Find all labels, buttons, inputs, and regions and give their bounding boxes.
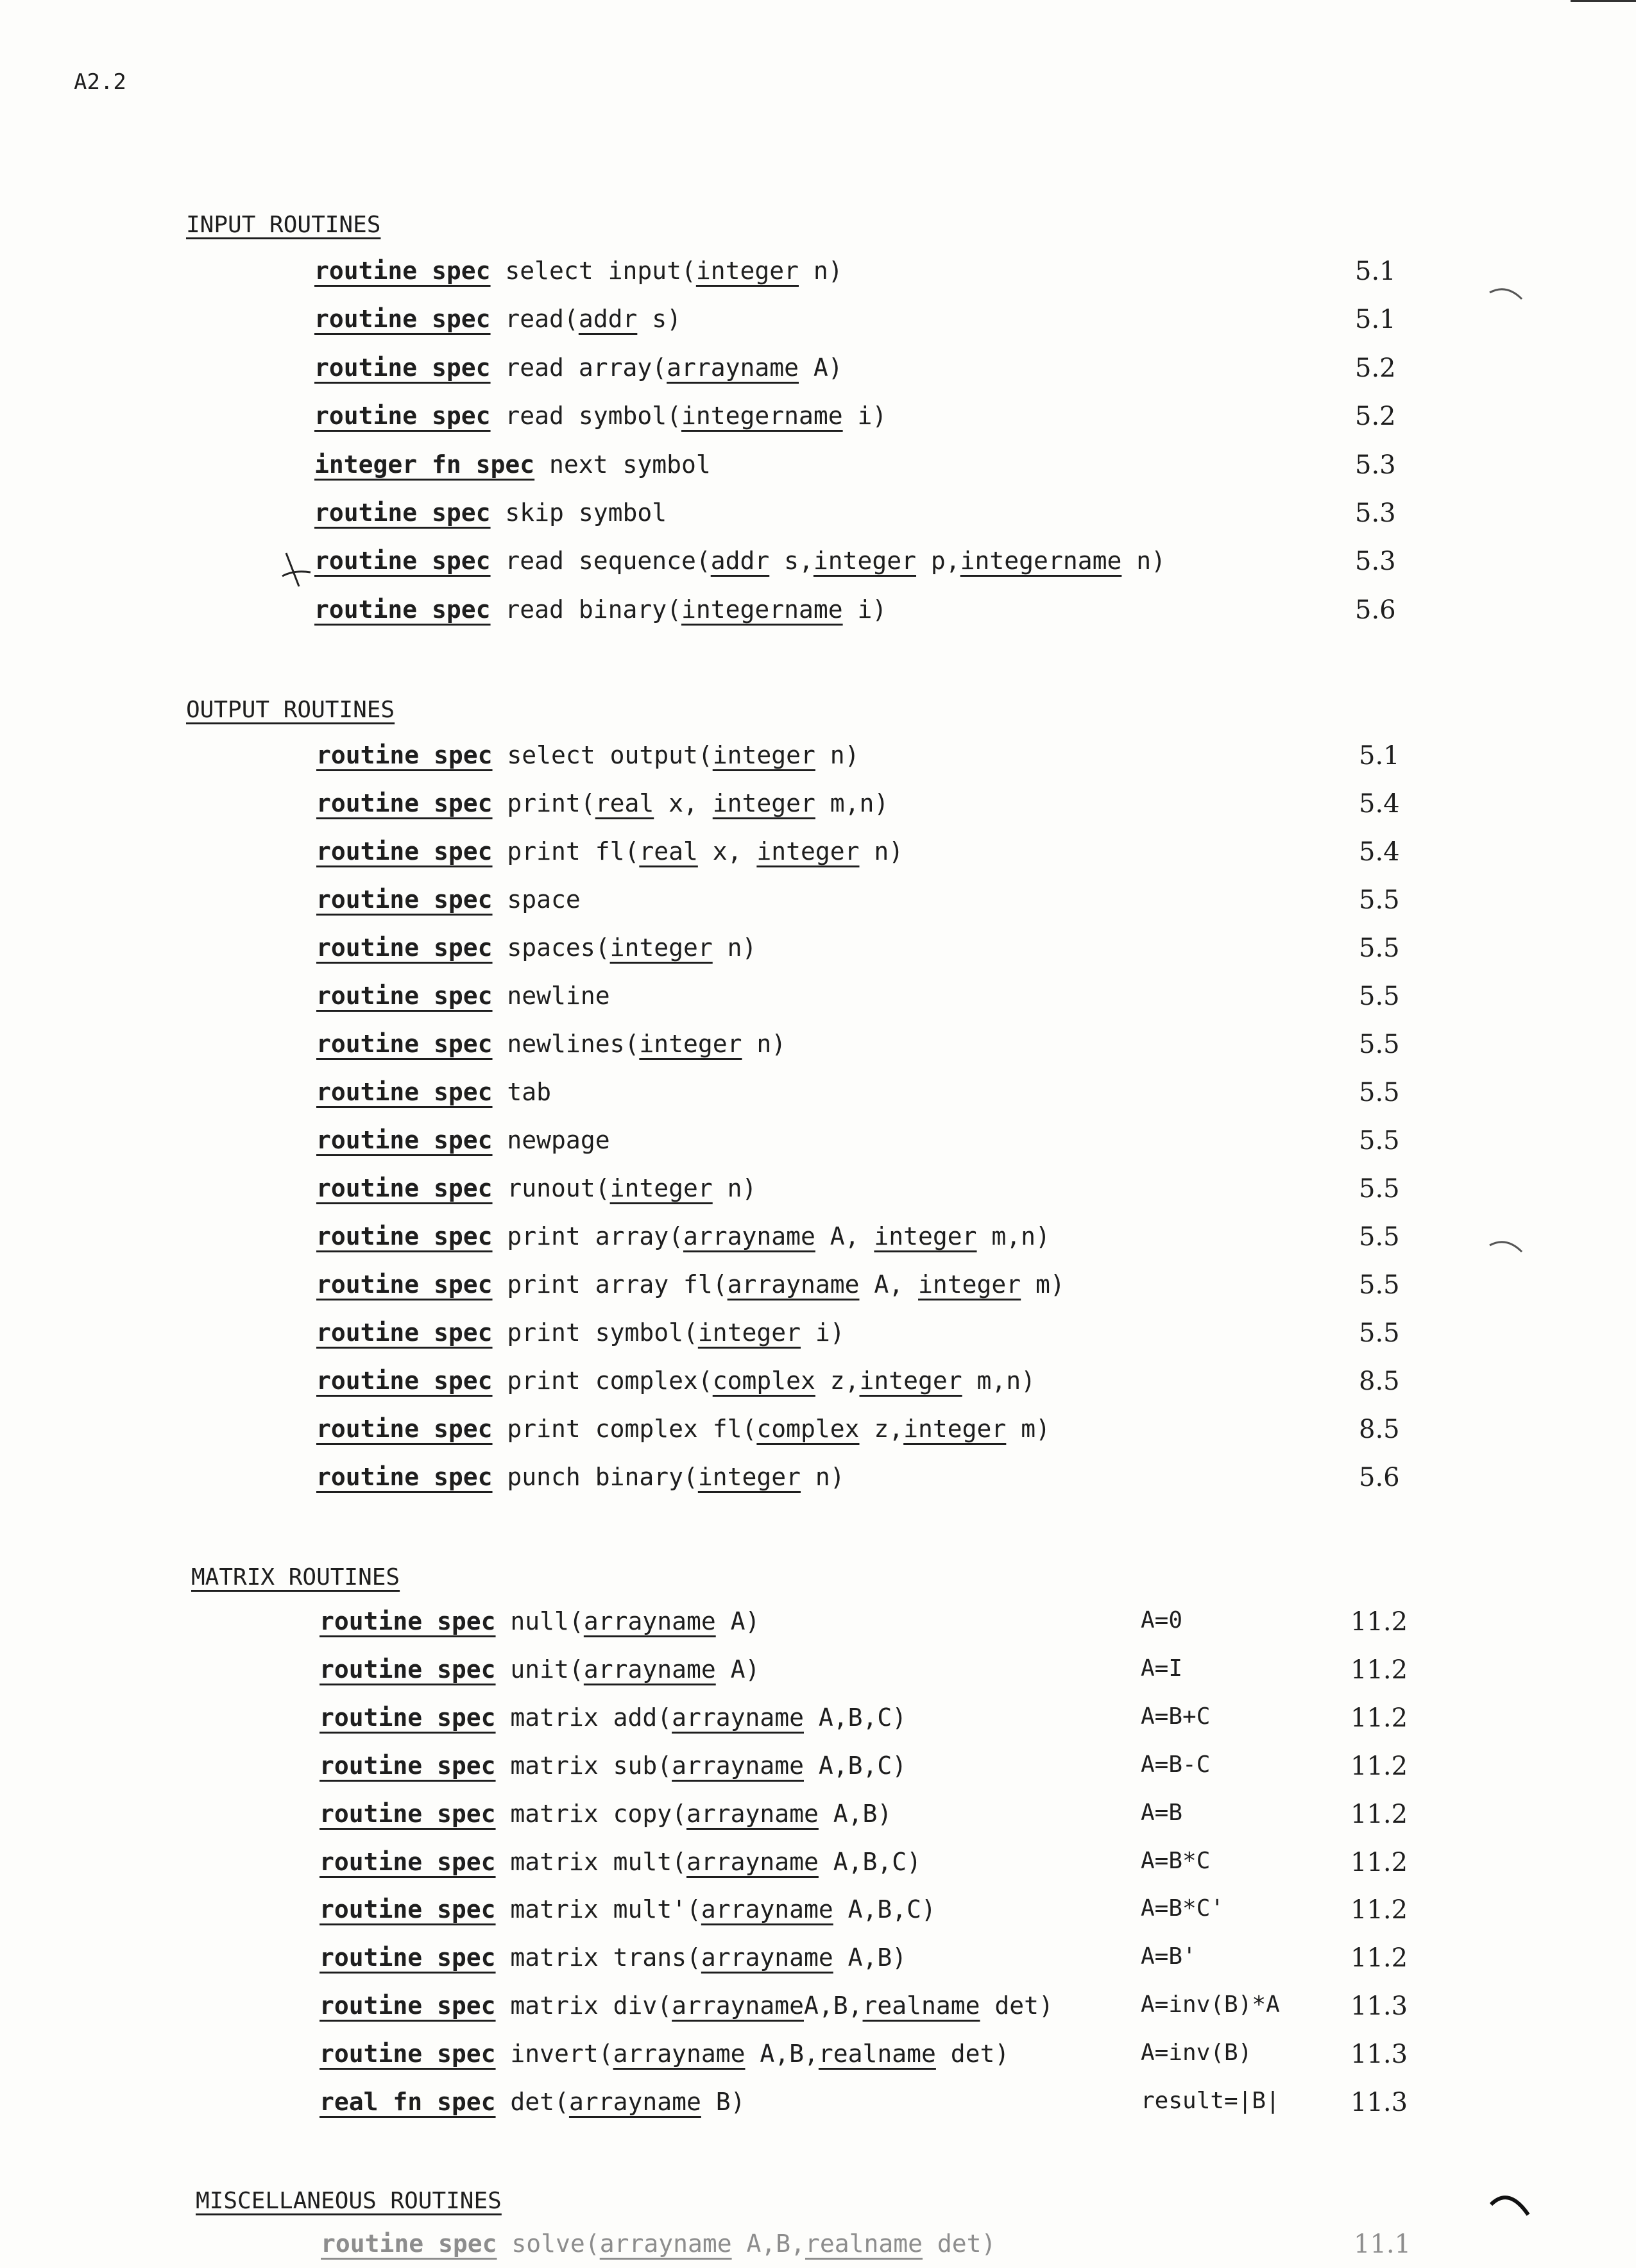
type-name: arrayname <box>701 1895 833 1923</box>
type-name: arrayname <box>599 2230 732 2258</box>
equation: A=I <box>1141 1655 1183 1682</box>
type-name: integer <box>918 1270 1021 1299</box>
signature-text: read binary( <box>490 595 681 624</box>
signature-text: matrix sub( <box>495 1752 672 1780</box>
keyword: routine spec <box>314 305 491 333</box>
routine-signature <box>316 1415 1050 1443</box>
section-reference: 11.2 <box>1351 1655 1408 1685</box>
type-name: integer <box>639 1030 742 1058</box>
type-name: arrayname <box>672 1991 804 2020</box>
type-name: integer <box>695 257 799 285</box>
keyword: routine spec <box>320 1800 496 1828</box>
keyword: routine spec <box>316 885 493 914</box>
equation: A=B*C <box>1141 1848 1211 1874</box>
routine-signature <box>320 2088 745 2116</box>
section-reference: 11.3 <box>1351 2040 1408 2069</box>
type-name: integername <box>960 547 1122 575</box>
signature-text: det) <box>980 1991 1053 2020</box>
keyword: routine spec <box>314 402 491 430</box>
signature-text: read array( <box>490 354 667 382</box>
section-reference: 11.3 <box>1351 1991 1408 2021</box>
keyword: routine spec <box>320 1752 496 1780</box>
type-name: arrayname <box>686 1848 819 1876</box>
signature-text: runout( <box>492 1174 610 1202</box>
keyword: routine spec <box>316 1078 493 1106</box>
keyword: routine spec <box>320 1607 496 1635</box>
section-reference: 5.5 <box>1359 982 1400 1011</box>
routine-signature <box>320 1848 921 1876</box>
type-name: integername <box>681 595 843 624</box>
keyword: routine spec <box>321 2230 497 2258</box>
signature-text: newline <box>492 982 610 1010</box>
signature-text: A, <box>815 1222 874 1250</box>
signature-text: matrix trans( <box>495 1943 701 1972</box>
page-label: A2.2 <box>74 69 126 95</box>
signature-text: n) <box>815 741 860 769</box>
routine-signature <box>320 1991 1053 2020</box>
signature-text: m,n) <box>962 1367 1036 1395</box>
signature-text: n) <box>712 1174 757 1202</box>
signature-text: i) <box>842 595 887 624</box>
routine-signature <box>316 982 610 1010</box>
section-reference: 5.5 <box>1359 934 1400 963</box>
keyword: routine spec <box>314 547 491 575</box>
keyword: routine spec <box>314 595 491 624</box>
type-name: realname <box>805 2230 923 2258</box>
signature-text: A,B,C) <box>818 1848 922 1876</box>
routine-signature <box>316 1030 786 1058</box>
section-reference: 5.2 <box>1355 354 1396 383</box>
signature-text: print symbol( <box>492 1318 698 1347</box>
signature-text: A,B,C) <box>804 1703 907 1732</box>
section-reference: 11.1 <box>1354 2230 1411 2259</box>
type-name: integer <box>712 741 815 769</box>
type-name: integer <box>874 1222 977 1250</box>
routine-signature <box>316 837 903 865</box>
signature-text: print array( <box>492 1222 683 1250</box>
type-name: realname <box>862 1991 980 2020</box>
keyword: routine spec <box>320 1848 496 1876</box>
keyword: routine spec <box>316 1030 493 1058</box>
routine-signature <box>314 305 681 333</box>
section-reference: 5.5 <box>1359 1030 1400 1059</box>
section-reference: 8.5 <box>1359 1415 1400 1444</box>
routine-signature <box>316 1174 756 1202</box>
type-name: arrayname <box>672 1703 804 1732</box>
routine-signature <box>314 354 843 382</box>
section-reference: 11.3 <box>1351 2088 1408 2117</box>
signature-text: z, <box>859 1415 904 1443</box>
type-name: arrayname <box>583 1607 716 1635</box>
signature-text: next symbol <box>534 450 711 479</box>
section-reference: 5.3 <box>1355 547 1396 576</box>
signature-text: newlines( <box>492 1030 640 1058</box>
routine-signature <box>316 1126 610 1154</box>
routine-signature <box>320 1752 907 1780</box>
section-reference: 5.5 <box>1359 1174 1400 1204</box>
equation: A=0 <box>1141 1607 1183 1633</box>
signature-text: select input( <box>490 257 696 285</box>
section-reference: 5.6 <box>1359 1463 1400 1492</box>
signature-text: A,B,C) <box>833 1895 936 1923</box>
routine-signature <box>316 741 860 769</box>
type-name: arrayname <box>613 2040 746 2068</box>
signature-text: A) <box>715 1607 760 1635</box>
routine-signature <box>320 1895 936 1923</box>
routine-signature <box>316 1318 845 1347</box>
routine-signature <box>314 450 711 479</box>
signature-text: i) <box>801 1318 845 1347</box>
equation: A=inv(B)*A <box>1141 1991 1280 2018</box>
signature-text: read symbol( <box>490 402 681 430</box>
type-name: integer <box>697 1318 801 1347</box>
keyword: routine spec <box>316 1222 493 1250</box>
signature-text: read sequence( <box>490 547 711 575</box>
section-reference: 5.5 <box>1359 1270 1400 1300</box>
keyword: routine spec <box>320 1703 496 1732</box>
type-name: integer <box>903 1415 1007 1443</box>
signature-text: m,n) <box>976 1222 1050 1250</box>
signature-text: print complex fl( <box>492 1415 757 1443</box>
type-name: arrayname <box>583 1655 716 1684</box>
routine-signature <box>316 885 581 914</box>
equation: A=inv(B) <box>1141 2040 1252 2066</box>
equation: A=B' <box>1141 1943 1197 1970</box>
signature-text: det) <box>935 2040 1010 2068</box>
section-reference: 5.6 <box>1355 595 1396 625</box>
routine-signature <box>320 1607 760 1635</box>
signature-text: n) <box>712 934 757 962</box>
routine-signature <box>314 595 887 624</box>
signature-text: spaces( <box>492 934 610 962</box>
signature-text: print( <box>492 789 595 817</box>
signature-text: A) <box>715 1655 760 1684</box>
routine-signature <box>316 789 889 817</box>
signature-text: null( <box>495 1607 584 1635</box>
section-title: MISCELLANEOUS ROUTINES <box>196 2188 502 2214</box>
keyword: routine spec <box>316 934 493 962</box>
section-reference: 5.4 <box>1359 789 1400 819</box>
equation: A=B-C <box>1141 1752 1211 1778</box>
signature-text: A,B,C) <box>804 1752 907 1780</box>
type-name: real <box>639 837 698 865</box>
type-name: addr <box>578 305 638 333</box>
signature-text: m) <box>1021 1270 1065 1299</box>
keyword: routine spec <box>314 257 491 285</box>
signature-text: tab <box>492 1078 552 1106</box>
signature-text: matrix add( <box>495 1703 672 1732</box>
signature-text: matrix mult'( <box>495 1895 701 1923</box>
keyword: routine spec <box>316 741 493 769</box>
keyword: routine spec <box>316 837 493 865</box>
keyword: integer fn spec <box>314 450 535 479</box>
type-name: integer <box>697 1463 801 1491</box>
signature-text: solve( <box>497 2230 600 2258</box>
routine-signature <box>316 1463 845 1491</box>
signature-text: m) <box>1006 1415 1050 1443</box>
signature-text: unit( <box>495 1655 584 1684</box>
signature-text: invert( <box>495 2040 613 2068</box>
signature-text: p, <box>916 547 960 575</box>
section-reference: 5.5 <box>1359 1318 1400 1348</box>
type-name: realname <box>818 2040 936 2068</box>
routine-signature <box>320 1655 760 1684</box>
section-reference: 5.5 <box>1359 1222 1400 1252</box>
signature-text: det) <box>923 2230 996 2258</box>
keyword: routine spec <box>320 1943 496 1972</box>
top-edge-line <box>1571 0 1636 2</box>
routine-signature <box>314 257 843 285</box>
section-reference: 11.2 <box>1351 1752 1408 1781</box>
section-reference: 11.2 <box>1351 1607 1408 1637</box>
signature-text: s, <box>769 547 814 575</box>
routine-signature <box>321 2230 996 2258</box>
signature-text: A, <box>859 1270 919 1299</box>
keyword: routine spec <box>320 2040 496 2068</box>
signature-text: x, <box>654 789 713 817</box>
signature-text: A,B, <box>745 2040 819 2068</box>
signature-text: print fl( <box>492 837 640 865</box>
routine-signature <box>316 1222 1050 1250</box>
signature-text: print array fl( <box>492 1270 728 1299</box>
keyword: routine spec <box>316 1270 493 1299</box>
type-name: real <box>595 789 654 817</box>
routine-signature <box>314 499 667 527</box>
type-name: integer <box>609 1174 713 1202</box>
section-reference: 8.5 <box>1359 1367 1400 1396</box>
signature-text: print complex( <box>492 1367 713 1395</box>
signature-text: matrix copy( <box>495 1800 686 1828</box>
signature-text: i) <box>842 402 887 430</box>
routine-signature <box>316 934 756 962</box>
type-name: addr <box>710 547 770 575</box>
type-name: arrayname <box>672 1752 804 1780</box>
type-name: integer <box>756 837 860 865</box>
equation: result=|B| <box>1141 2088 1280 2114</box>
signature-text: n) <box>799 257 843 285</box>
keyword: routine spec <box>316 1174 493 1202</box>
type-name: arrayname <box>568 2088 701 2116</box>
routine-signature <box>320 1943 907 1972</box>
signature-text: A,B, <box>731 2230 805 2258</box>
routine-signature <box>316 1367 1035 1395</box>
signature-text: A,B, <box>804 1991 863 2020</box>
section-reference: 5.3 <box>1355 499 1396 528</box>
signature-text: skip symbol <box>490 499 667 527</box>
routine-signature <box>320 1703 907 1732</box>
signature-text: s) <box>637 305 681 333</box>
type-name: integer <box>712 789 815 817</box>
signature-text: B) <box>701 2088 746 2116</box>
keyword: routine spec <box>316 982 493 1010</box>
keyword: routine spec <box>314 354 491 382</box>
signature-text: punch binary( <box>492 1463 698 1491</box>
section-title: INPUT ROUTINES <box>186 212 381 238</box>
equation: A=B+C <box>1141 1703 1211 1730</box>
signature-text: n) <box>1121 547 1166 575</box>
type-name: arrayname <box>701 1943 833 1972</box>
keyword: routine spec <box>316 1463 493 1491</box>
keyword: routine spec <box>316 1318 493 1347</box>
section-reference: 11.2 <box>1351 1848 1408 1877</box>
section-reference: 5.4 <box>1359 837 1400 867</box>
signature-text: A) <box>799 354 843 382</box>
section-reference: 5.5 <box>1359 885 1400 915</box>
section-reference: 5.1 <box>1359 741 1400 771</box>
signature-text: read( <box>490 305 579 333</box>
section-title: OUTPUT ROUTINES <box>186 697 395 723</box>
margin-mark-icon <box>1487 282 1526 308</box>
keyword: routine spec <box>320 1991 496 2020</box>
section-reference: 5.1 <box>1355 305 1396 334</box>
type-name: integername <box>681 402 843 430</box>
equation: A=B*C' <box>1141 1895 1225 1922</box>
section-reference: 11.2 <box>1351 1703 1408 1733</box>
type-name: arrayname <box>667 354 799 382</box>
section-reference: 11.2 <box>1351 1943 1408 1973</box>
equation: A=B <box>1141 1800 1183 1826</box>
signature-text: matrix div( <box>495 1991 672 2020</box>
routine-signature <box>314 547 1166 575</box>
keyword: routine spec <box>314 499 491 527</box>
signature-text: newpage <box>492 1126 610 1154</box>
signature-text: select output( <box>492 741 713 769</box>
tick-mark-icon <box>281 550 313 589</box>
type-name: arrayname <box>686 1800 819 1828</box>
signature-text: n) <box>742 1030 787 1058</box>
section-reference: 11.2 <box>1351 1800 1408 1829</box>
keyword: routine spec <box>316 1367 493 1395</box>
type-name: integer <box>609 934 713 962</box>
signature-text: space <box>492 885 581 914</box>
type-name: arrayname <box>683 1222 815 1250</box>
routine-signature <box>316 1270 1065 1299</box>
keyword: routine spec <box>316 1126 493 1154</box>
margin-mark-icon <box>1487 2188 1532 2220</box>
section-reference: 5.1 <box>1355 257 1396 286</box>
signature-text: det( <box>495 2088 569 2116</box>
section-title: MATRIX ROUTINES <box>191 1564 400 1590</box>
section-reference: 11.2 <box>1351 1895 1408 1925</box>
signature-text: n) <box>801 1463 845 1491</box>
section-reference: 5.5 <box>1359 1078 1400 1107</box>
section-reference: 5.3 <box>1355 450 1396 480</box>
type-name: arrayname <box>727 1270 860 1299</box>
signature-text: matrix mult( <box>495 1848 686 1876</box>
routine-signature <box>320 2040 1009 2068</box>
type-name: integer <box>813 547 917 575</box>
section-reference: 5.5 <box>1359 1126 1400 1155</box>
type-name: integer <box>859 1367 962 1395</box>
keyword: routine spec <box>320 1895 496 1923</box>
keyword: routine spec <box>316 789 493 817</box>
signature-text: A,B) <box>818 1800 892 1828</box>
routine-signature <box>314 402 887 430</box>
signature-text: A,B) <box>833 1943 907 1972</box>
keyword: routine spec <box>320 1655 496 1684</box>
signature-text: n) <box>859 837 904 865</box>
routine-signature <box>320 1800 892 1828</box>
signature-text: m,n) <box>815 789 889 817</box>
margin-mark-icon <box>1487 1235 1526 1261</box>
keyword: real fn spec <box>320 2088 496 2116</box>
type-name: complex <box>756 1415 860 1443</box>
routine-signature <box>316 1078 551 1106</box>
signature-text: x, <box>697 837 757 865</box>
signature-text: z, <box>815 1367 860 1395</box>
keyword: routine spec <box>316 1415 493 1443</box>
type-name: complex <box>712 1367 815 1395</box>
section-reference: 5.2 <box>1355 402 1396 431</box>
